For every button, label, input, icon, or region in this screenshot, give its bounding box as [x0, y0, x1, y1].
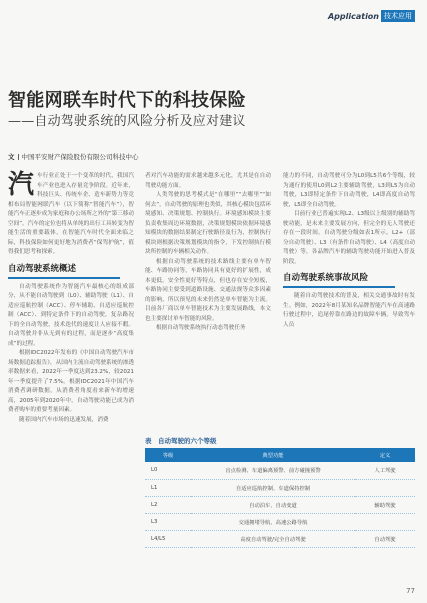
- section-heading: 自动驾驶系统事故风险: [283, 273, 415, 288]
- level-cell: L2: [145, 496, 191, 513]
- section-heading: 自动驾驶系统概述: [8, 264, 134, 279]
- function-cell: 自适应巡航控制、车道保持控制: [191, 479, 355, 496]
- definition-cell: [355, 479, 415, 496]
- column-1: [8, 172, 134, 425]
- paragraph: 随着国内汽车市场的迅速发展，消费: [19, 416, 109, 423]
- heading-underline: [8, 277, 120, 279]
- table-row: [145, 530, 415, 547]
- paragraph: 人类驾驶的思考模式是“在哪里”“去哪里”“如何去”，自动驾驶的原理也类似，其核心模块包括环境感知、决策规划、控制执行。环境感知模块主要负责收集周边环境数据，决策规划模块依据环境感知模块的数据结果制定行驶路径及行为，控制执行模块则根据决策规划模块的指令，下发控制执行模块所控制的车辆相关动作。: [145, 192, 271, 255]
- definition-cell: 辅助驾驶: [355, 496, 415, 513]
- paragraph: 者对汽车功能的需求越来越多元化，尤其是在自动驾驶功能方面。: [145, 173, 271, 189]
- drop-cap: 汽: [8, 170, 35, 200]
- levels-table-block: [145, 436, 415, 548]
- definition-cell: 自动驾驶: [355, 530, 415, 547]
- heading-underline: [283, 286, 395, 288]
- article-title: 智能网联车时代下的科技保险: [8, 90, 246, 111]
- level-cell: L3: [145, 513, 191, 530]
- author-prefix: 文: [8, 153, 15, 161]
- function-cell: 自动泊车、自动变道: [191, 496, 355, 513]
- table-row: [145, 462, 415, 479]
- level-cell: L4/L5: [145, 530, 191, 547]
- paragraph-text: 车行业正处于一个变革的时代，我国汽车产业也进入存量竞争阶段。近年来，科技巨头、传统车企、造车新势力等竞相布局智能网联汽车（以下简称“智能汽车”），智能汽车正逐步成为家庭和办公场所之外的“第三移动空间”。汽车的定位也将从单纯的出行工具转变为智能生活的重要载体，在智能汽车时代全面来临之际，科技保险如何更好地为消费者“保驾护航”，值得我们思考和探索。: [8, 173, 134, 255]
- level-cell: L1: [145, 479, 191, 496]
- paragraph: 根据IDC2022年发布的《中国自动驾驶汽车市场数据追踪报告》，从国内主流自动驾驶系统的渗透率数据来看，2022年一季度达到23.2%，较2021年一季度提升了7.5%。根据IDC2021年中国汽车消费者调研数据，从消费者角度看来新车的增速高，2005年到2020年中，自动驾驶功能已成为消费者购车的重要考量因素。: [8, 350, 134, 413]
- definition-cell: [355, 513, 415, 530]
- column-3: [283, 172, 415, 330]
- author-line: [8, 152, 139, 161]
- table-header-cell: 等级: [145, 448, 191, 462]
- author-divider: [18, 154, 19, 160]
- paragraph: [8, 172, 134, 258]
- paragraph: 根据自动驾驶系统的技术路线主要有单车智能、车路协同等，车路协同具有更好的扩展性，成本更低。安全性更好等特点，但也存在安全短板，车路协同主要受到道路设施、交通法规等众多因素的影响，所以预见的未来仍然是单车智能为主流。目前各厂商以单车智能技术为主要发展路线，本文也主要探讨单车智能的风险。: [145, 258, 271, 322]
- table-caption: 表 自动驾驶的六个等级: [145, 437, 217, 445]
- paragraph: 随着自动驾驶技术的普及，相关交通事故时有发生。例如，2022年8月某知名品牌智能汽车在高速路行驶过程中，追尾停靠在路边的故障车辆。导致驾车人员: [283, 293, 415, 328]
- table-header-row: [145, 448, 415, 462]
- paragraph: 能力的不同，自动驾驶可分为L0到L5共6个等级，较为通行的使用L0到L2主要辅助驾驶，L3到L5为自动驾驶，L3即特定条件下自动驾驶，L4即高度自动驾驶，L5即全自动驾驶。: [283, 173, 415, 208]
- paragraph: 自动驾驶系统作为智能汽车最核心的组成部分，从不能自动驾驶到（L0）、辅助驾驶（L1）、自适应巡航控制（ACC）、停车辅助、自适应巡航控制（ACC）、到特定条件下的自动驾驶，复杂路况下的全自动驾驶，技术迭代的速度让人应接不暇。自动驾驶并非从无到有的过程，而是逐步“高度集成”的过程。: [8, 283, 134, 347]
- author-org: 中国平安财产保险股份有限公司科技中心: [21, 153, 139, 161]
- levels-table: [145, 448, 415, 548]
- definition-cell: 人工驾驶: [355, 462, 415, 479]
- table-header-cell: 典型功能: [191, 448, 355, 462]
- article-subtitle: ——自动驾驶系统的风险分析及应对建议: [8, 114, 246, 129]
- section-label-cn: 技术应用: [381, 10, 415, 22]
- paragraph: 根据自动驾驶系统执行动态驾驶任务: [156, 325, 246, 331]
- table-row: [145, 513, 415, 530]
- table-row: [145, 496, 415, 513]
- function-cell: 盲点检测、车道偏离预警、前方碰撞预警: [191, 462, 355, 479]
- function-cell: 交通拥堵导航、高速公路导航: [191, 513, 355, 530]
- paragraph: 目前行业已普遍实现L2、L3级以上级别的辅助驾驶功能，是未来主要发展方向，但完全的无人驾驶还存在一段时间。自动驾驶分级如表1所示，L2+（部分自动驾驶）、L3（有条件自动驾驶）、L4（高度自动驾驶）等，各品牌汽车的辅助驾驶功能开始进入普及阶段。: [283, 211, 415, 265]
- section-label-en: Application: [327, 11, 379, 21]
- table-row: [145, 479, 415, 496]
- level-cell: L0: [145, 462, 191, 479]
- function-cell: 高度自动驾驶/完全自动驾驶: [191, 530, 355, 547]
- column-2: [145, 172, 271, 334]
- page-number: 77: [406, 587, 415, 595]
- table-header-cell: 定义: [355, 448, 415, 462]
- section-header: [328, 10, 415, 22]
